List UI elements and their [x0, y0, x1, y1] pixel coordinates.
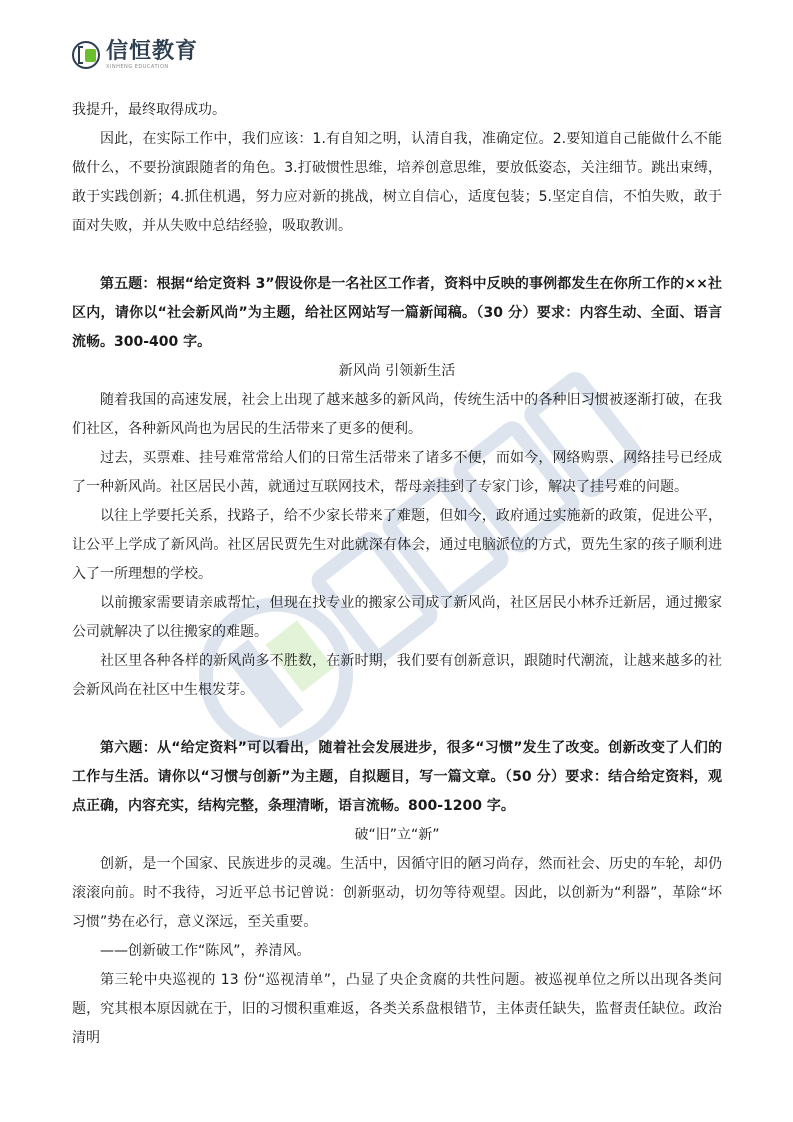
paragraph: ——创新破工作“陈风”，养清风。 [100, 943, 311, 959]
answer-title-5: 新风尚 引领新生活 [338, 363, 456, 379]
question-6: 第六题：从“给定资料”可以看出，随着社会发展进步，很多“习惯”发生了改变。创新改变了人们的工作与生活。请你以“习惯与创新”为主题，自拟题目，写一篇文章。（50 分）要求：结合给定资料，观点正确，内容充实，结构完整，条理清晰，语言流畅。800-1200 字。 [72, 740, 722, 814]
logo-mark-icon [72, 41, 100, 69]
paragraph: 第三轮中央巡视的 13 份“巡视清单”，凸显了央企贪腐的共性问题。被巡视单位之所以出现各类问题，究其根本原因就在于，旧的习惯积重难返，各类关系盘根错节，主体责任缺失，监督责任缺位。政治清明 [72, 972, 722, 1046]
logo-subtitle: XINHENG EDUCATION [106, 64, 169, 70]
paragraph: 因此，在实际工作中，我们应该：1.有自知之明，认清自我，准确定位。2.要知道自己能做什么不能做什么，不要扮演跟随者的角色。3.打破惯性思维，培养创意思维，要放低姿态，关注细节。跳出束缚，敢于实践创新；4.抓住机遇，努力应对新的挑战，树立自信心，适度包装；5.坚定自信，不怕失败，敢于面对失败，并从失败中总结经验，吸取教训。 [72, 131, 722, 234]
paragraph: 我提升，最终取得成功。 [72, 102, 226, 118]
question-5: 第五题：根据“给定资料 3”假设你是一名社区工作者，资料中反映的事例都发生在你所工作的××社区内，请你以“社会新风尚”为主题，给社区网站写一篇新闻稿。（30 分）要求：内容生动、全面、语言流畅。300-400 字。 [72, 276, 722, 350]
company-logo [72, 40, 198, 70]
paragraph: 创新，是一个国家、民族进步的灵魂。生活中，因循守旧的陋习尚存，然而社会、历史的车轮，却仍滚滚向前。时不我待，习近平总书记曾说：创新驱动，切勿等待观望。因此，以创新为“利器”，革除“坏习惯”势在必行，意义深远，至关重要。 [72, 856, 722, 930]
paragraph: 以前搬家需要请亲戚帮忙，但现在找专业的搬家公司成了新风尚，社区居民小林乔迁新居，通过搬家公司就解决了以往搬家的难题。 [72, 595, 722, 640]
logo-text: 信恒教育 [106, 39, 199, 64]
document-body [72, 96, 722, 1053]
paragraph: 随着我国的高速发展，社会上出现了越来越多的新风尚，传统生活中的各种旧习惯被逐渐打破，在我们社区，各种新风尚也为居民的生活带来了更多的便利。 [72, 392, 722, 437]
paragraph: 过去，买票难、挂号难常常给人们的日常生活带来了诸多不便，而如今，网络购票、网络挂号已经成了一种新风尚。社区居民小茜，就通过互联网技术，帮母亲挂到了专家门诊，解决了挂号难的问题。 [72, 450, 722, 495]
answer-title-6: 破“旧”立“新” [354, 827, 440, 843]
paragraph: 社区里各种各样的新风尚多不胜数，在新时期，我们要有创新意识，跟随时代潮流，让越来越多的社会新风尚在社区中生根发芽。 [72, 653, 722, 698]
paragraph: 以往上学要托关系，找路子，给不少家长带来了难题，但如今，政府通过实施新的政策，促进公平，让公平上学成了新风尚。社区居民贾先生对此就深有体会，通过电脑派位的方式，贾先生家的孩子顺利进入了一所理想的学校。 [72, 508, 722, 582]
